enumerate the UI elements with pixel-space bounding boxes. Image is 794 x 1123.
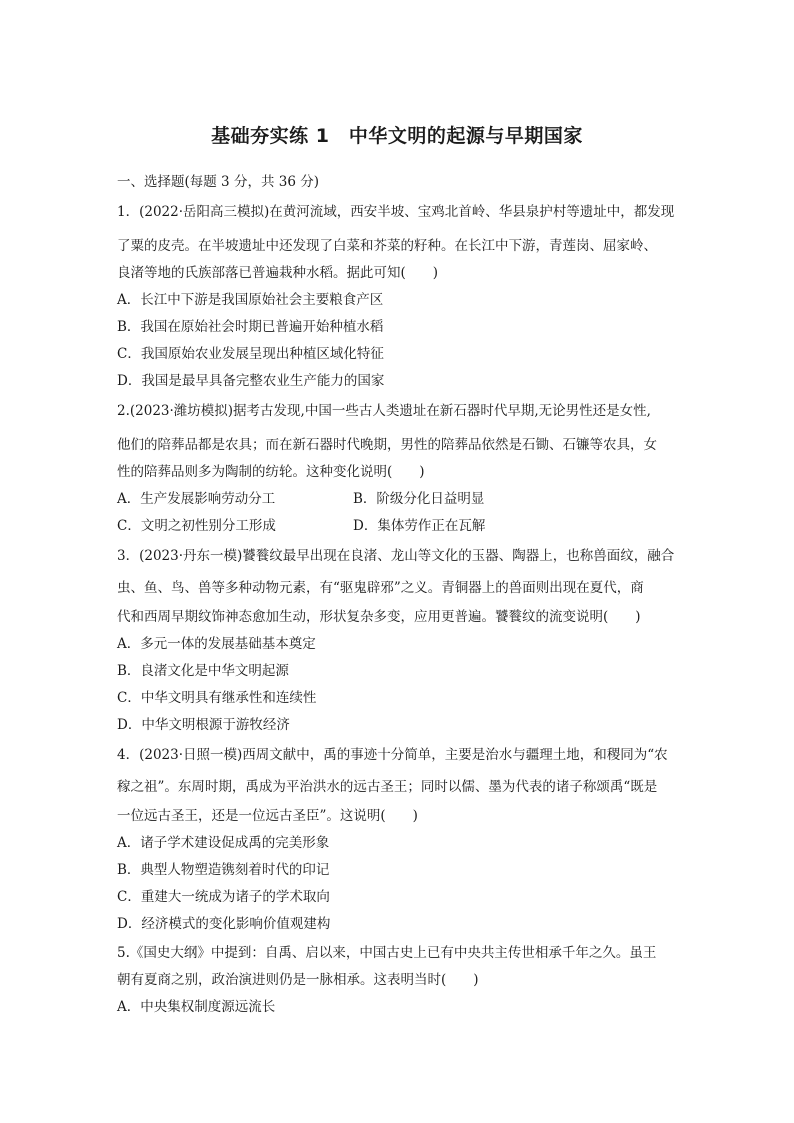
page-title: 基础夯实练 1 中华文明的起源与早期国家 xyxy=(211,125,583,147)
question-2-option-d: D．集体劳作正在瓦解 xyxy=(353,518,486,534)
question-3-line-1: 3．(2023·丹东一模)饕餮纹最早出现在良渚、龙山等文化的玉器、陶器上，也称兽面纹，融合 xyxy=(117,548,675,564)
question-4-option-d: D．经济模式的变化影响价值观建构 xyxy=(117,916,331,932)
question-2-option-b: B．阶级分化日益明显 xyxy=(353,491,485,507)
question-5-option-a: A．中央集权制度源远流长 xyxy=(117,999,276,1015)
question-4-line-1: 4．(2023·日照一模)西周文献中，禹的事迹十分简单，主要是治水与疆理土地，和稷同为“农 xyxy=(117,747,668,763)
question-2-line-3: 性的陪葬品则多为陶制的纺轮。这种变化说明( ) xyxy=(117,464,425,480)
question-4-line-3: 一位远古圣王，还是一位远古圣臣”。这说明( ) xyxy=(117,808,418,824)
question-1-line-2: 了粟的皮壳。在半坡遗址中还发现了白菜和芥菜的籽种。在长江中下游，青莲岗、屈家岭、 xyxy=(117,238,657,254)
question-1-line-1: 1．(2022·岳阳高三模拟)在黄河流域，西安半坡、宝鸡北首岭、华县泉护村等遗址中，都发现 xyxy=(117,204,675,220)
question-4-option-c: C．重建大一统成为诸子的学术取向 xyxy=(117,889,330,905)
question-3-option-b: B．良渚文化是中华文明起源 xyxy=(117,663,289,679)
question-3-line-2: 虫、鱼、鸟、兽等多种动物元素，有“驱鬼辟邪”之义。青铜器上的兽面则出现在夏代，商 xyxy=(117,580,644,596)
section-heading: 一、选择题(每题 3 分，共 36 分) xyxy=(117,174,319,190)
question-5-line-1: 5.《国史大纲》中提到：自禹、启以来，中国古史上已有中央共主传世相承千年之久。虽王 xyxy=(117,945,657,961)
question-2-option-a: A．生产发展影响劳动分工 xyxy=(117,491,276,507)
question-1-option-c: C．我国原始农业发展呈现出种植区域化特征 xyxy=(117,346,384,362)
question-4-option-a: A．诸子学术建设促成禹的完美形象 xyxy=(117,835,330,851)
question-3-line-3: 代和西周早期纹饰神态愈加生动，形状复杂多变，应用更普遍。饕餮纹的流变说明( ) xyxy=(117,609,641,625)
question-1-line-3: 良渚等地的氏族部落已普遍栽种水稻。据此可知( ) xyxy=(117,265,439,281)
question-2-line-2: 他们的陪葬品都是农具；而在新石器时代晚期，男性的陪葬品依然是石锄、石镰等农具，女 xyxy=(117,437,657,453)
question-3-option-d: D．中华文明根源于游牧经济 xyxy=(117,717,290,733)
question-4-line-2: 稼之祖”。东周时期，禹成为平治洪水的远古圣王；同时以儒、墨为代表的诸子称颂禹“既是 xyxy=(117,779,658,795)
question-3-option-a: A．多元一体的发展基础基本奠定 xyxy=(117,636,316,652)
question-1-option-b: B．我国在原始社会时期已普遍开始种植水稻 xyxy=(117,319,384,335)
question-1-option-a: A．长江中下游是我国原始社会主要粮食产区 xyxy=(117,292,384,308)
question-1-option-d: D．我国是最早具备完整农业生产能力的国家 xyxy=(117,373,385,389)
question-4-option-b: B．典型人物塑造镌刻着时代的印记 xyxy=(117,862,330,878)
question-2-line-1: 2.(2023·潍坊模拟)据考古发现,中国一些古人类遗址在新石器时代早期,无论男性还是女性, xyxy=(117,403,651,419)
question-5-line-2: 朝有夏商之别，政治演进则仍是一脉相承。这表明当时( ) xyxy=(117,972,479,988)
question-2-option-c: C．文明之初性别分工形成 xyxy=(117,518,276,534)
question-3-option-c: C．中华文明具有继承性和连续性 xyxy=(117,690,317,706)
